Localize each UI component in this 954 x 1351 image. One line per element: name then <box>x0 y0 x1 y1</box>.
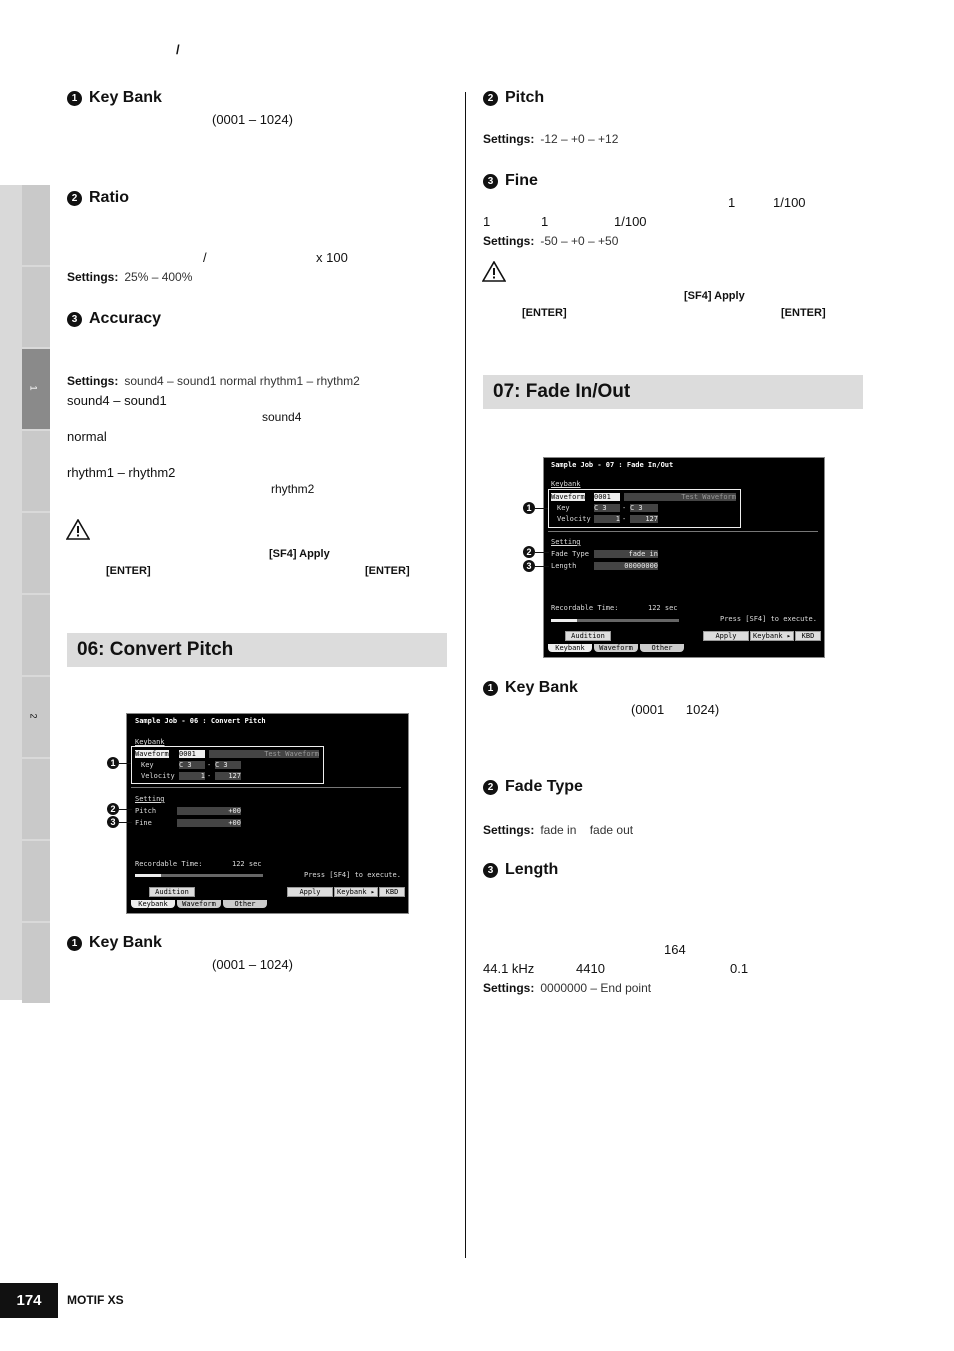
caution-icon <box>66 519 90 540</box>
pitch-label: Pitch <box>135 807 157 815</box>
ratio-slash: / <box>203 250 207 265</box>
callout-2: 2 <box>523 546 535 558</box>
callout-3: 3 <box>107 816 119 828</box>
accuracy-normal: normal <box>67 429 107 444</box>
caution-enter: [ENTER] <box>106 565 151 577</box>
length-settings: Settings: 0000000 – End point <box>483 981 652 995</box>
audition-button[interactable]: Audition <box>149 887 195 897</box>
caution-icon <box>482 261 506 282</box>
recordable-time-label: Recordable Time: <box>551 604 619 612</box>
ratio-x100: x 100 <box>316 250 348 265</box>
recordable-time-label: Recordable Time: <box>135 860 203 868</box>
fine-value[interactable]: +00 <box>177 819 241 827</box>
waveform-name: Test Waveform <box>624 493 736 501</box>
caution-enter: [ENTER] <box>365 565 410 577</box>
caution-apply: [SF4] Apply <box>269 548 330 560</box>
fine-settings: Settings: -50 – +0 – +50 <box>483 234 619 248</box>
page-number: 174 <box>0 1283 58 1318</box>
fade-type-heading: 2 Fade Type <box>483 778 583 796</box>
velocity-label: Velocity <box>557 515 591 523</box>
setting-label: Setting <box>551 538 581 546</box>
screen-fade-in-out: Sample Job - 07 : Fade In/Out Keybank Waveform 0001 Test Waveform Key C 3 - C 3 Velocity 1 - 127 Setting Fade Type fade in Length 00000000 Recordable Time: 122 sec Press [SF4] to execute. Audition Apply Keybank ▸ KBD Keybank Waveform Other <box>543 457 825 658</box>
chapter-sidebar <box>0 185 50 1000</box>
waveform-name: Test Waveform <box>209 750 319 758</box>
length-text: 4410 <box>576 961 605 976</box>
key-low[interactable]: C 3 <box>179 761 205 769</box>
sidebar-tab[interactable] <box>22 841 50 921</box>
tab-waveform[interactable]: Waveform <box>177 900 221 908</box>
keybank-range: (0001 – 1024) <box>212 112 293 127</box>
kbd-button[interactable]: KBD <box>379 887 405 897</box>
sidebar-tab[interactable] <box>22 513 50 593</box>
key-high[interactable]: C 3 <box>630 504 658 512</box>
sidebar-tab[interactable] <box>22 185 50 265</box>
key-low[interactable]: C 3 <box>594 504 620 512</box>
screen-title: Sample Job - 07 : Fade In/Out <box>551 461 674 469</box>
accuracy-rhythm-range: rhythm1 – rhythm2 <box>67 465 176 480</box>
velocity-low[interactable]: 1 <box>594 515 620 523</box>
length-heading: 3 Length <box>483 861 558 879</box>
accuracy-sound-range: sound4 – sound1 <box>67 393 167 408</box>
sidebar-tab[interactable] <box>22 677 50 757</box>
caution-apply: [SF4] Apply <box>684 290 745 302</box>
ratio-heading: 2 Ratio <box>67 189 129 207</box>
sidebar-tab-active[interactable] <box>22 349 50 429</box>
kbd-button[interactable]: KBD <box>795 631 821 641</box>
product-name: MOTIF XS <box>67 1293 124 1307</box>
keybank-button[interactable]: Keybank ▸ <box>750 631 794 641</box>
screen-convert-pitch: Sample Job - 06 : Convert Pitch Keybank Waveform 0001 Test Waveform Key C 3 - C 3 Velocity 1 - 127 Setting Pitch +00 Fine +00 Recordable Time: 122 sec Press [SF4] to execute. Audition Apply Keybank ▸ KBD Keybank Waveform Other <box>126 713 409 914</box>
key-high[interactable]: C 3 <box>215 761 241 769</box>
fine-text: 1/100 <box>773 195 806 210</box>
screen-title: Sample Job - 06 : Convert Pitch <box>135 717 266 725</box>
accuracy-rhythm2: rhythm2 <box>271 482 315 496</box>
audition-button[interactable]: Audition <box>565 631 611 641</box>
pitch-value[interactable]: +00 <box>177 807 241 815</box>
key-label: Key <box>557 504 570 512</box>
keybank-button[interactable]: Keybank ▸ <box>334 887 378 897</box>
sidebar-tab[interactable] <box>22 595 50 675</box>
fine-heading: 3 Fine <box>483 172 538 190</box>
sidebar-tab-label: 1 <box>28 385 39 391</box>
tab-other[interactable]: Other <box>640 644 684 652</box>
fine-label: Fine <box>135 819 152 827</box>
sidebar-tab[interactable] <box>22 431 50 511</box>
velocity-label: Velocity <box>141 772 175 780</box>
sidebar-tab[interactable] <box>22 759 50 839</box>
section-heading-06: 06: Convert Pitch <box>67 633 447 667</box>
column-divider <box>465 92 466 1258</box>
accuracy-sound4: sound4 <box>262 410 302 424</box>
velocity-low[interactable]: 1 <box>179 772 205 780</box>
apply-button[interactable]: Apply <box>287 887 333 897</box>
keybank-range: (0001 1024) <box>631 702 720 717</box>
keybank-heading: 1 Key Bank <box>67 934 162 952</box>
callout-1: 1 <box>107 757 119 769</box>
velocity-high[interactable]: 127 <box>215 772 241 780</box>
waveform-number[interactable]: 0001 <box>594 493 620 501</box>
section-heading-07: 07: Fade In/Out <box>483 375 863 409</box>
sidebar-tab[interactable] <box>22 267 50 347</box>
recordable-time-value: 122 sec <box>648 604 678 612</box>
key-label: Key <box>141 761 154 769</box>
ratio-settings: Settings: 25% – 400% <box>67 270 193 284</box>
fade-type-value[interactable]: fade in <box>594 550 658 558</box>
fade-type-settings: Settings: fade in fade out <box>483 823 634 837</box>
tab-other[interactable]: Other <box>223 900 267 908</box>
apply-button[interactable]: Apply <box>703 631 749 641</box>
keybank-range: (0001 – 1024) <box>212 957 293 972</box>
caution-enter: [ENTER] <box>781 307 826 319</box>
pitch-settings: Settings: -12 – +0 – +12 <box>483 132 619 146</box>
fine-text: 1 <box>728 195 736 210</box>
waveform-number[interactable]: 0001 <box>179 750 205 758</box>
keybank-label: Keybank <box>551 480 581 488</box>
accuracy-settings: Settings: sound4 – sound1 normal rhythm1 – rhythm2 <box>67 374 360 388</box>
length-value[interactable]: 00000000 <box>594 562 658 570</box>
length-label: Length <box>551 562 577 570</box>
setting-label: Setting <box>135 795 165 803</box>
accuracy-heading: 3 Accuracy <box>67 310 161 328</box>
press-hint: Press [SF4] to execute. <box>720 615 817 623</box>
fine-text: 1 <box>483 214 491 229</box>
waveform-label: Waveform <box>551 493 585 501</box>
header-slash: / <box>176 42 180 57</box>
length-text: 164 <box>664 942 686 957</box>
sidebar-tab-label: 2 <box>28 713 39 719</box>
recordable-time-bar <box>135 874 161 877</box>
tab-keybank[interactable]: Keybank <box>131 900 175 908</box>
keybank-label: Keybank <box>135 738 165 746</box>
caution-enter: [ENTER] <box>522 307 567 319</box>
sidebar-tab[interactable] <box>22 923 50 1003</box>
keybank-heading: 1 Key Bank <box>67 89 162 107</box>
callout-1: 1 <box>523 502 535 514</box>
callout-3: 3 <box>523 560 535 572</box>
fade-type-label: Fade Type <box>551 550 589 558</box>
fine-text: 1 <box>541 214 549 229</box>
velocity-high[interactable]: 127 <box>630 515 658 523</box>
tab-waveform[interactable]: Waveform <box>594 644 638 652</box>
length-text: 0.1 <box>730 961 749 976</box>
keybank-heading: 1 Key Bank <box>483 679 578 697</box>
callout-2: 2 <box>107 803 119 815</box>
recordable-time-bar <box>551 619 577 622</box>
waveform-label: Waveform <box>135 750 169 758</box>
pitch-heading: 2 Pitch <box>483 89 544 107</box>
tab-keybank[interactable]: Keybank <box>548 644 592 652</box>
recordable-time-value: 122 sec <box>232 860 262 868</box>
fine-text: 1/100 <box>614 214 647 229</box>
length-text: 44.1 kHz <box>483 961 535 976</box>
press-hint: Press [SF4] to execute. <box>304 871 401 879</box>
